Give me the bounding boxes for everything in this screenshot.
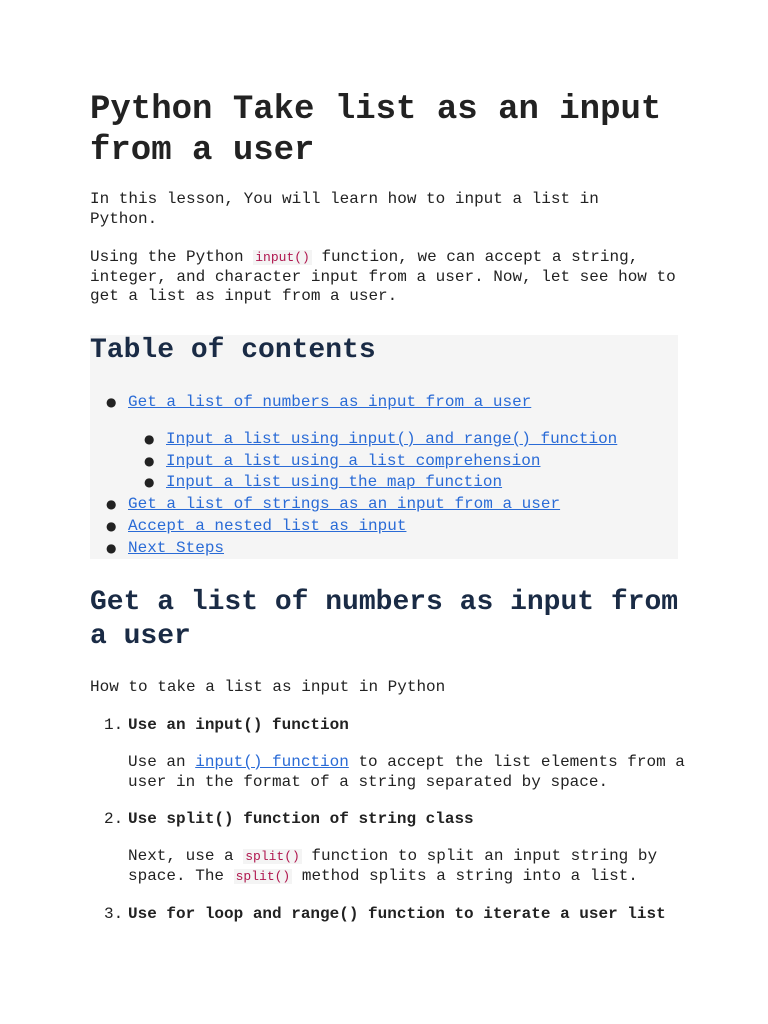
step-number: 2. bbox=[104, 810, 124, 828]
toc-heading: Table of contents bbox=[90, 335, 376, 366]
table-of-contents bbox=[90, 335, 678, 559]
step2-text-3: method splits a string into a list. bbox=[292, 866, 638, 885]
toc-item bbox=[106, 494, 561, 514]
split-code: split() bbox=[245, 849, 300, 864]
toc-link-input-range[interactable]: Input a list using input() and range() function bbox=[166, 430, 618, 448]
split-code: split() bbox=[235, 868, 291, 884]
toc-item bbox=[144, 451, 541, 471]
step-number: 3. bbox=[104, 905, 124, 923]
page-title: Python Take list as an input from a user bbox=[90, 91, 662, 170]
section-heading: Get a list of numbers as input from a user bbox=[90, 587, 679, 652]
input-function-paragraph bbox=[90, 248, 678, 307]
bullet-icon: ● bbox=[106, 395, 117, 409]
step-heading: Use for loop and range() function to iterate a user list bbox=[128, 905, 666, 923]
toc-item bbox=[106, 538, 225, 558]
toc-link-map[interactable]: Input a list using the map function bbox=[166, 473, 503, 491]
step-heading: Use an input() function bbox=[128, 716, 349, 734]
toc-link-next-steps[interactable]: Next Steps bbox=[128, 539, 225, 557]
bullet-icon: ● bbox=[106, 497, 117, 511]
step2-text-1: Next, use a bbox=[128, 847, 244, 865]
toc-item bbox=[106, 516, 407, 536]
bullet-icon: ● bbox=[106, 519, 117, 533]
step-number: 1. bbox=[104, 716, 124, 734]
toc-link-numbers[interactable]: Get a list of numbers as input from a user bbox=[128, 393, 532, 411]
step1-text-after: to accept the list elements from a user in the format of a string separated by space. bbox=[128, 753, 685, 791]
bullet-icon: ● bbox=[106, 541, 117, 555]
step-body bbox=[128, 753, 688, 792]
toc-item bbox=[144, 429, 618, 449]
step-body bbox=[128, 847, 688, 886]
p2-text-after: function, we can accept a string, integer, and character input from a user. Now, let see how to get a list as input from a user. bbox=[90, 248, 676, 305]
intro-paragraph: In this lesson, You will learn how to input a list in Python. bbox=[90, 190, 599, 228]
input-function-link[interactable]: input() function bbox=[195, 753, 349, 771]
toc-link-strings[interactable]: Get a list of strings as an input from a user bbox=[128, 495, 561, 513]
toc-item bbox=[106, 392, 532, 412]
bullet-icon: ● bbox=[144, 475, 155, 489]
input-code: input() bbox=[255, 250, 310, 265]
step-heading: Use split() function of string class bbox=[128, 810, 474, 828]
p2-text-before: Using the Python bbox=[90, 248, 254, 266]
bullet-icon: ● bbox=[144, 454, 155, 468]
step2-text-2: function to split an input string by space. The bbox=[128, 847, 658, 885]
toc-link-nested[interactable]: Accept a nested list as input bbox=[128, 517, 407, 535]
bullet-icon: ● bbox=[144, 432, 155, 446]
step1-text-before: Use an bbox=[128, 753, 196, 771]
section-subtitle: How to take a list as input in Python bbox=[90, 678, 446, 696]
toc-item bbox=[144, 472, 503, 492]
toc-link-comprehension[interactable]: Input a list using a list comprehension bbox=[166, 452, 541, 470]
